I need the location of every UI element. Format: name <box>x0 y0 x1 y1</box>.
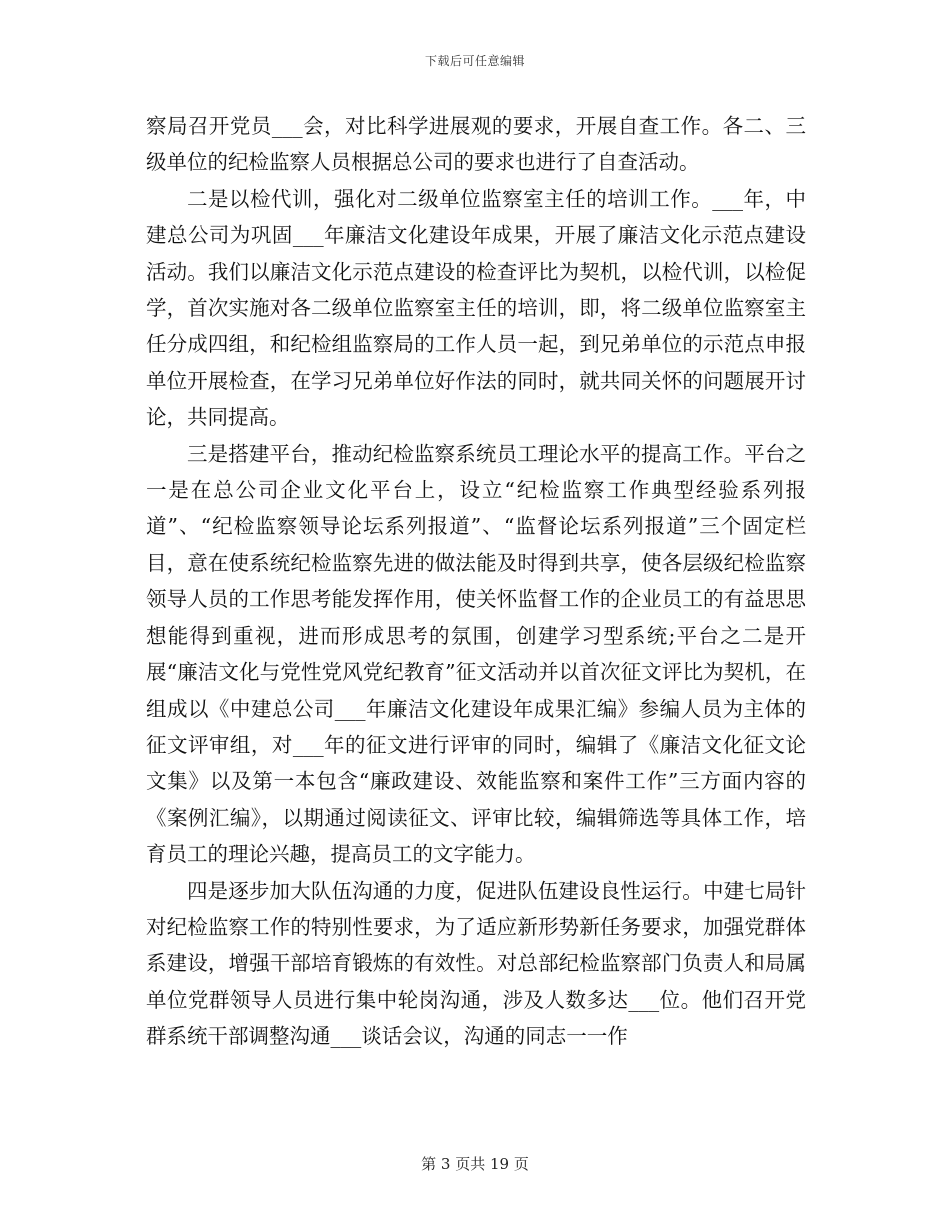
paragraph-platform: 三是搭建平台，推动纪检监察系统员工理论水平的提高工作。平台之一是在总公司企业文化平台上，设立“纪检监察工作典型经验系列报道”、“纪检监察领导论坛系列报道”、“监督论坛系列报道”三个固定栏目，意在使系统纪检监察先进的做法能及时得到共享，使各层级纪检监察领导人员的工作思考能发挥作用，使关怀监督工作的企业员工的有益思思想能得到重视，进而形成思考的氛围，创建学习型系统;平台之二是开展“廉洁文化与党性党风党纪教育”征文活动并以首次征文评比为契机，在组成以《中建总公司___年廉洁文化建设年成果汇编》参编人员为主体的征文评审组，对___年的征文进行评审的同时，编辑了《廉洁文化征文论文集》以及第一本包含“廉政建设、效能监察和案件工作”三方面内容的《案例汇编》，以期通过阅读征文、评审比较，编辑筛选等具体工作，培育员工的理论兴趣，提高员工的文字能力。 <box>146 441 806 867</box>
page-footer: 第 3 页共 19 页 <box>421 1155 529 1173</box>
paragraph-rotation: 四是逐步加大队伍沟通的力度，促进队伍建设良性运行。中建七局针对纪检监察工作的特别性要求，为了适应新形势新任务要求，加强党群体系建设，增强干部培育锻炼的有效性。对总部纪检监察部门负责人和局属单位党群领导人员进行集中轮岗沟通，涉及人数多达___位。他们召开党群系统干部调整沟通___谈话会议，沟通的同志一一作 <box>146 878 806 1049</box>
page-header: 下载后可任意编辑 <box>424 54 525 68</box>
paragraph-training: 二是以检代训，强化对二级单位监察室主任的培训工作。___年，中建总公司为巩固___年廉洁文化建设年成果，开展了廉洁文化示范点建设活动。我们以廉洁文化示范点建设的检查评比为契机，以检代训，以检促学，首次实施对各二级单位监察室主任的培训，即，将二级单位监察室主任分成四组，和纪检组监察局的工作人员一起，到兄弟单位的示范点申报单位开展检查，在学习兄弟单位好作法的同时，就共同关怀的问题展开讨论，共同提高。 <box>146 186 806 430</box>
paragraph-continuation: 察局召开党员___会，对比科学进展观的要求，开展自查工作。各二、三级单位的纪检监察人员根据总公司的要求也进行了自查活动。 <box>146 114 806 175</box>
document-body <box>146 108 806 1055</box>
